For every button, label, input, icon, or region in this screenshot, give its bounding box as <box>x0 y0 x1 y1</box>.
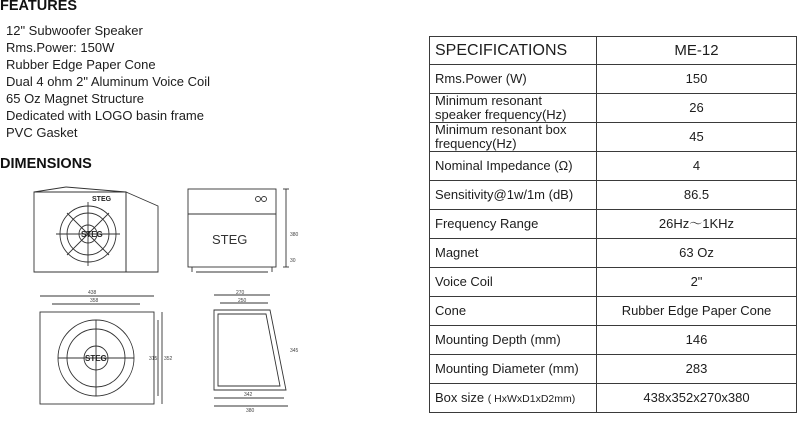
table-header-row <box>430 37 797 65</box>
spec-label: Rms.Power (W) <box>430 65 597 94</box>
spec-label: Cone <box>430 297 597 326</box>
table-row <box>430 326 797 355</box>
spec-value: 26Hz～1KHz <box>597 210 797 239</box>
brand-dimension-text: STEG <box>85 354 107 363</box>
brand-center-text: STEG <box>81 230 103 239</box>
feature-item: Dual 4 ohm 2" Aluminum Voice Coil <box>6 74 211 89</box>
dimension-label: 270 <box>236 290 245 296</box>
feature-item: Dedicated with LOGO basin frame <box>6 108 204 123</box>
enclosure-side-drawing <box>206 290 306 416</box>
enclosure-front-drawing <box>186 186 306 276</box>
spec-label: Frequency Range <box>430 210 597 239</box>
spec-value: 283 <box>597 355 797 384</box>
spec-value: 438x352x270x380 <box>597 384 797 413</box>
table-row <box>430 384 797 413</box>
brand-logo-text: STEG <box>92 196 112 203</box>
spec-label: Nominal Impedance (Ω) <box>430 152 597 181</box>
feature-item: Rubber Edge Paper Cone <box>6 57 156 72</box>
dimension-label: 380 <box>246 408 255 414</box>
feature-item: PVC Gasket <box>6 125 78 140</box>
spec-label: Voice Coil <box>430 268 597 297</box>
spec-label-cell <box>430 384 597 413</box>
spec-value: 146 <box>597 326 797 355</box>
dimension-label: 352 <box>164 356 173 362</box>
spec-label: Sensitivity@1w/1m (dB) <box>430 181 597 210</box>
table-row <box>430 94 797 123</box>
spec-label: Magnet <box>430 239 597 268</box>
spec-value: 26 <box>597 94 797 123</box>
table-row <box>430 123 797 152</box>
feature-list <box>6 22 210 141</box>
spec-value: 63 Oz <box>597 239 797 268</box>
spec-value: 2" <box>597 268 797 297</box>
spec-label-note: ( HxWxD1xD2mm) <box>487 392 576 405</box>
table-row <box>430 152 797 181</box>
table-row <box>430 210 797 239</box>
spec-value: 86.5 <box>597 181 797 210</box>
dimension-label: 342 <box>244 392 253 398</box>
brand-front-text: STEG <box>212 232 248 247</box>
dimension-label: 315 <box>149 356 158 362</box>
spec-label: Mounting Depth (mm) <box>430 326 597 355</box>
model-number: ME-12 <box>597 37 797 65</box>
spec-label: Minimum resonant speaker frequency(Hz) <box>430 94 597 123</box>
dimension-label: 250 <box>238 298 247 304</box>
feature-item: Rms.Power: 150W <box>6 40 115 55</box>
spec-label: Mounting Diameter (mm) <box>430 355 597 384</box>
spec-label: Box size <box>435 389 485 405</box>
dimension-label: 345 <box>290 348 299 354</box>
dimension-label: 30 <box>290 258 296 264</box>
spec-value: 150 <box>597 65 797 94</box>
dimension-label: 438 <box>88 290 97 296</box>
dimension-label: 380 <box>290 232 299 238</box>
features-heading: FEATURES <box>0 0 78 14</box>
specifications-table <box>429 36 797 413</box>
spec-value: Rubber Edge Paper Cone <box>597 297 797 326</box>
enclosure-perspective-drawing <box>30 186 170 278</box>
spec-label: Minimum resonant box frequency(Hz) <box>430 123 597 152</box>
table-row <box>430 65 797 94</box>
feature-item: 12" Subwoofer Speaker <box>6 23 143 38</box>
dimensions-heading: DIMENSIONS <box>0 156 92 172</box>
table-row <box>430 181 797 210</box>
table-row <box>430 268 797 297</box>
specifications-heading: SPECIFICATIONS <box>430 37 597 65</box>
spec-value: 4 <box>597 152 797 181</box>
spec-value: 45 <box>597 123 797 152</box>
table-row <box>430 239 797 268</box>
enclosure-front-dimension-drawing <box>30 288 172 410</box>
feature-item: 65 Oz Magnet Structure <box>6 91 145 106</box>
table-row <box>430 355 797 384</box>
dimension-label: 358 <box>90 298 99 304</box>
table-row <box>430 297 797 326</box>
